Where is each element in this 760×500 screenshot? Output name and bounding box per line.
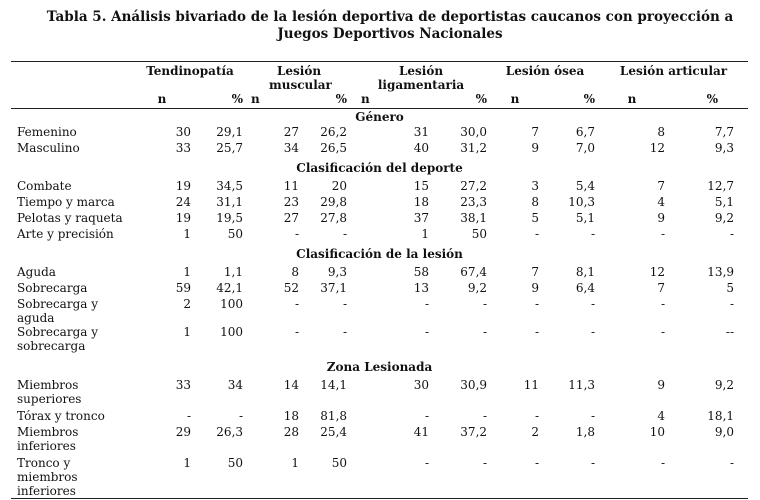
cell-percent: 14,1 <box>320 378 348 392</box>
cell-count: 28 <box>283 425 300 439</box>
cell-percent: 10,3 <box>568 195 596 209</box>
cell-percent: 81,8 <box>320 409 348 423</box>
cell-count: 23 <box>283 195 300 209</box>
row-label <box>11 456 133 499</box>
cell-percent: 100 <box>220 297 244 311</box>
cell-count: 31 <box>413 125 430 139</box>
cell-count: 2 <box>183 297 191 311</box>
sub-header-n: n <box>157 92 167 106</box>
cell-count: 12 <box>649 141 666 155</box>
cell-count: - <box>294 297 300 311</box>
cell-count: 40 <box>413 141 430 155</box>
cell-percent: 25,4 <box>320 425 348 439</box>
cell-percent: 12,7 <box>707 179 735 193</box>
cell-percent: - <box>238 409 244 423</box>
row-label: Arte y precisión <box>17 227 114 241</box>
cell-count: 1 <box>183 456 191 470</box>
cell-count: - <box>534 409 540 423</box>
cell-percent: - <box>482 325 488 339</box>
cell-count: 9 <box>657 211 666 225</box>
cell-percent: 19,5 <box>216 211 244 225</box>
cell-count: 10 <box>649 425 666 439</box>
cell-percent: 1,8 <box>575 425 596 439</box>
row-label <box>11 425 133 456</box>
header-row-groups <box>11 62 748 93</box>
cell-percent: - <box>729 297 735 311</box>
cell-count: 7 <box>531 265 540 279</box>
cell-percent: 9,0 <box>714 425 735 439</box>
table-row <box>11 179 748 195</box>
cell-count: 33 <box>175 378 191 392</box>
header-row-units <box>11 92 748 109</box>
table-row <box>11 409 748 425</box>
cell-count: - <box>424 325 430 339</box>
table-row <box>11 425 748 456</box>
cell-percent: 6,4 <box>575 281 596 295</box>
sub-header-n: n <box>251 92 260 106</box>
table-title: Tabla 5. Análisis bivariado de la lesión deportiva de deportistas caucanos con proyección a Juegos Deportivos Nacionales <box>46 9 734 42</box>
cell-count: 59 <box>175 281 191 295</box>
row-label <box>11 325 133 356</box>
cell-percent: - <box>590 227 596 241</box>
row-label: Sobrecarga y aguda <box>17 297 99 325</box>
cell-count: 9 <box>531 281 540 295</box>
row-label-text: Miembros superiores <box>17 378 82 406</box>
col-header-tendinopatia: Tendinopatía <box>146 64 234 78</box>
cell-percent: 34 <box>227 378 244 392</box>
cell-percent: - <box>590 409 596 423</box>
cell-count: 7 <box>657 179 666 193</box>
cell-percent: 5,4 <box>575 179 596 193</box>
cell-percent: - <box>482 409 488 423</box>
cell-percent: - <box>342 227 348 241</box>
cell-count: - <box>534 456 540 470</box>
cell-count: 8 <box>291 265 300 279</box>
row-label: Combate <box>17 179 72 193</box>
cell-percent: 27,2 <box>460 179 488 193</box>
cell-percent: 13,9 <box>707 265 735 279</box>
cell-percent: 50 <box>227 456 244 470</box>
section-title: Zona Lesionada <box>326 360 433 374</box>
section-title: Género <box>355 110 404 124</box>
cell-count: 27 <box>283 211 300 225</box>
cell-percent: 31,2 <box>460 141 488 155</box>
cell-percent: 34,5 <box>216 179 244 193</box>
col-header-lesion-osea: Lesión ósea <box>505 64 585 78</box>
section-title: Clasificación del deporte <box>296 161 463 175</box>
section-header-row <box>11 356 748 378</box>
cell-count: 4 <box>657 409 666 423</box>
row-label: Tórax y tronco <box>17 409 105 423</box>
cell-count: 41 <box>413 425 430 439</box>
cell-count: 58 <box>413 265 430 279</box>
cell-percent: - <box>590 297 596 311</box>
cell-count: 1 <box>421 227 430 241</box>
cell-count: 1 <box>291 456 300 470</box>
row-label-text: Sobrecarga y sobrecarga <box>17 325 99 353</box>
cell-percent: 67,4 <box>460 265 488 279</box>
sub-header-pct: % <box>706 92 719 106</box>
table-row <box>11 456 748 499</box>
section-title: Clasificación de la lesión <box>296 247 463 261</box>
cell-count: 11 <box>283 179 300 193</box>
cell-percent: 11,3 <box>568 378 596 392</box>
cell-percent: 50 <box>227 227 244 241</box>
cell-count: 18 <box>283 409 300 423</box>
cell-count: 1 <box>183 325 191 339</box>
sub-header-n: n <box>627 92 637 106</box>
header-empty-sub <box>11 92 133 109</box>
cell-count: - <box>660 227 666 241</box>
cell-percent: 9,3 <box>327 265 348 279</box>
cell-percent: 25,7 <box>216 141 244 155</box>
cell-count: 4 <box>657 195 666 209</box>
cell-percent: 37,2 <box>460 425 488 439</box>
cell-count: - <box>294 227 300 241</box>
cell-count: 27 <box>283 125 300 139</box>
col-header-lesion-ligamentaria-label: Lesión ligamentaria <box>377 64 465 92</box>
cell-percent: 30,0 <box>460 125 488 139</box>
table-row <box>11 211 748 227</box>
cell-percent: 23,3 <box>460 195 488 209</box>
cell-percent: - <box>590 325 596 339</box>
cell-count: - <box>660 456 666 470</box>
cell-count: - <box>186 409 191 423</box>
cell-count: 1 <box>183 265 191 279</box>
cell-percent: 9,2 <box>714 378 735 392</box>
cell-count: - <box>660 297 666 311</box>
cell-percent: 7,7 <box>714 125 735 139</box>
cell-count: - <box>534 325 540 339</box>
cell-count: 30 <box>413 378 430 392</box>
cell-percent: 26,5 <box>320 141 348 155</box>
cell-percent: 5 <box>726 281 735 295</box>
cell-percent: - <box>729 227 735 241</box>
row-label: Aguda <box>17 265 56 279</box>
table-row <box>11 378 748 409</box>
cell-count: 37 <box>413 211 430 225</box>
row-label: Masculino <box>17 141 80 155</box>
cell-percent: 31,1 <box>216 195 244 209</box>
cell-percent: 18,1 <box>707 409 735 423</box>
bivariate-table <box>11 61 748 499</box>
cell-count: 30 <box>175 125 191 139</box>
col-header-lesion-muscular <box>247 62 351 93</box>
section-header-row <box>11 243 748 265</box>
col-header-lesion-muscular-label: Lesión muscular <box>269 64 332 92</box>
cell-percent: 20 <box>331 179 348 193</box>
cell-percent: 6,7 <box>575 125 596 139</box>
cell-percent: 8,1 <box>575 265 596 279</box>
cell-percent: - <box>590 456 596 470</box>
cell-percent: 37,1 <box>320 281 348 295</box>
sub-header-pct: % <box>335 92 348 106</box>
cell-percent: 9,3 <box>714 141 735 155</box>
cell-percent: 1,1 <box>223 265 244 279</box>
cell-percent: 27,8 <box>320 211 348 225</box>
cell-percent: 29,8 <box>320 195 348 209</box>
col-header-lesion-ligamentaria <box>351 62 491 93</box>
row-label: Sobrecarga <box>17 281 88 295</box>
cell-percent: -- <box>725 325 735 339</box>
cell-count: 18 <box>413 195 430 209</box>
cell-count: 24 <box>175 195 191 209</box>
cell-count: 1 <box>183 227 191 241</box>
sub-header-pct: % <box>583 92 596 106</box>
cell-count: 9 <box>657 378 666 392</box>
cell-percent: - <box>342 325 348 339</box>
table-row <box>11 265 748 281</box>
cell-count: - <box>424 409 430 423</box>
row-label-text: Tronco y miembros inferiores <box>17 456 78 498</box>
cell-count: 34 <box>283 141 300 155</box>
cell-percent: 29,1 <box>216 125 244 139</box>
cell-count: 3 <box>531 179 540 193</box>
cell-count: - <box>534 227 540 241</box>
sub-header-pct: % <box>231 92 244 106</box>
table-row <box>11 325 748 356</box>
cell-count: 5 <box>531 211 540 225</box>
row-label-text: Miembros inferiores <box>17 425 79 453</box>
cell-percent: 50 <box>471 227 488 241</box>
row-label <box>11 378 133 409</box>
table-row <box>11 195 748 211</box>
cell-percent: - <box>342 297 348 311</box>
sub-header-n: n <box>361 92 370 106</box>
sub-header-pct: % <box>475 92 488 106</box>
cell-count: 12 <box>649 265 666 279</box>
cell-count: 14 <box>283 378 300 392</box>
cell-percent: 5,1 <box>575 211 596 225</box>
cell-count: 8 <box>531 195 540 209</box>
table-row <box>11 141 748 157</box>
cell-count: 8 <box>657 125 666 139</box>
cell-percent: 5,1 <box>714 195 735 209</box>
cell-count: 13 <box>413 281 430 295</box>
cell-percent: 42,1 <box>216 281 244 295</box>
cell-count: 33 <box>175 141 191 155</box>
cell-count: 19 <box>175 179 191 193</box>
cell-percent: - <box>482 456 488 470</box>
cell-percent: 9,2 <box>467 281 488 295</box>
cell-percent: 26,2 <box>320 125 348 139</box>
row-label: Pelotas y raqueta <box>17 211 123 225</box>
table-row <box>11 297 748 325</box>
section-header-row <box>11 109 748 126</box>
cell-percent: 30,9 <box>460 378 488 392</box>
cell-count: - <box>424 297 430 311</box>
table-row <box>11 227 748 243</box>
cell-percent: 38,1 <box>460 211 488 225</box>
cell-count: 7 <box>531 125 540 139</box>
row-label: Femenino <box>17 125 77 139</box>
col-header-lesion-articular: Lesión articular <box>619 64 728 78</box>
cell-percent: 26,3 <box>216 425 244 439</box>
sub-header-n: n <box>510 92 520 106</box>
section-header-row <box>11 157 748 179</box>
cell-percent: 7,0 <box>575 141 596 155</box>
cell-count: - <box>424 456 430 470</box>
table-row <box>11 125 748 141</box>
table-row <box>11 281 748 297</box>
cell-count: - <box>660 325 666 339</box>
cell-percent: 50 <box>331 456 348 470</box>
table-body <box>11 109 748 499</box>
cell-count: 52 <box>283 281 300 295</box>
cell-percent: - <box>482 297 488 311</box>
cell-count: 7 <box>657 281 666 295</box>
cell-count: 11 <box>523 378 540 392</box>
cell-count: - <box>534 297 540 311</box>
header-empty <box>11 62 133 93</box>
row-label: Tiempo y marca <box>17 195 115 209</box>
cell-count: 9 <box>531 141 540 155</box>
cell-count: 29 <box>175 425 191 439</box>
cell-count: 19 <box>175 211 191 225</box>
cell-count: - <box>294 325 300 339</box>
cell-count: 2 <box>531 425 540 439</box>
cell-count: 15 <box>413 179 430 193</box>
cell-percent: 9,2 <box>714 211 735 225</box>
cell-percent: - <box>729 456 735 470</box>
cell-percent: 100 <box>220 325 244 339</box>
